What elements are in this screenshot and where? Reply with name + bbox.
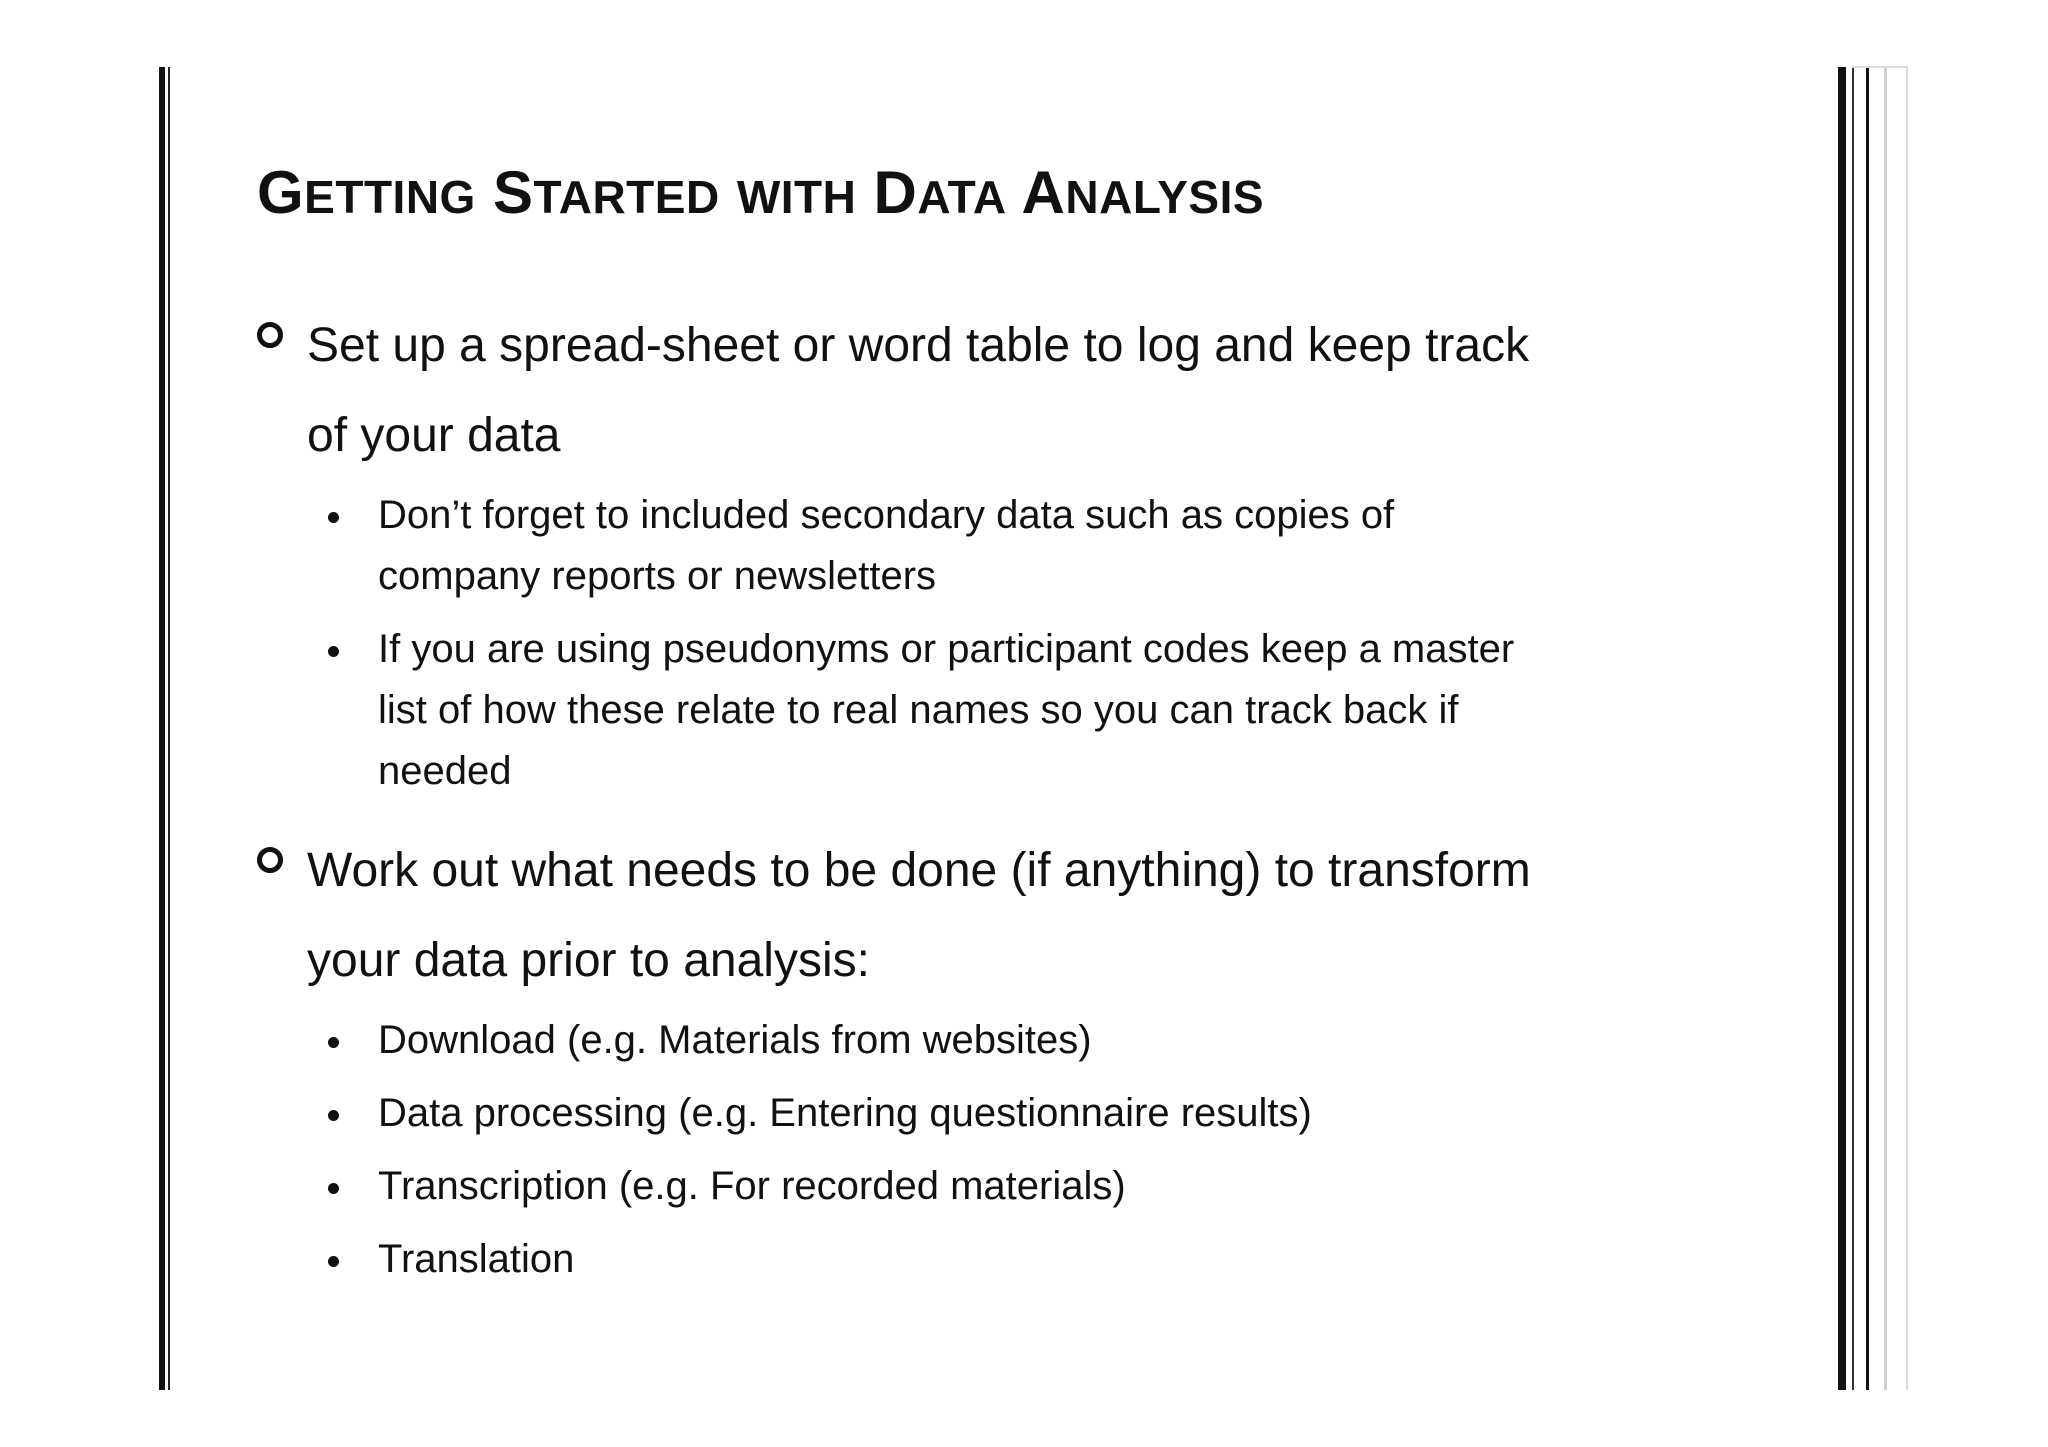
bullet-text: Work out what needs to be done (if anything) to transform your data prior to analysis: bbox=[307, 844, 1531, 987]
right-border-line-2 bbox=[1866, 67, 1869, 1390]
sub-bullet-text: Data processing (e.g. Entering questionnaire results) bbox=[378, 1091, 1312, 1135]
bullet-dot-icon bbox=[328, 1110, 339, 1121]
sub-bullet-text: If you are using pseudonyms or participant codes keep a master list of how these relate to real names so you can track back if needed bbox=[378, 627, 1515, 793]
slide-title: GETTING STARTED WITH DATA ANALYSIS bbox=[257, 159, 1265, 226]
hollow-circle-bullet-icon bbox=[257, 847, 283, 873]
bullet-dot-icon bbox=[328, 512, 339, 523]
left-border-thin bbox=[168, 67, 170, 1390]
sub-bullet-text: Don’t forget to included secondary data such as copies of company reports or newsletters bbox=[378, 493, 1395, 598]
bullet-dot-icon bbox=[328, 646, 339, 657]
sub-bullet-text: Translation bbox=[378, 1237, 575, 1281]
right-border-line-3 bbox=[1884, 67, 1887, 1390]
right-border-line-1 bbox=[1852, 67, 1854, 1390]
sub-bullet-text: Download (e.g. Materials from websites) bbox=[378, 1018, 1092, 1062]
bullet-dot-icon bbox=[328, 1183, 339, 1194]
sub-bullet-text: Transcription (e.g. For recorded materials) bbox=[378, 1164, 1126, 1208]
right-border-top-cap bbox=[1852, 66, 1908, 68]
bullet-dot-icon bbox=[328, 1037, 339, 1048]
left-border-thick bbox=[159, 67, 165, 1390]
bullet-text: Set up a spread-sheet or word table to log and keep track of your data bbox=[307, 319, 1530, 462]
hollow-circle-bullet-icon bbox=[257, 322, 283, 348]
right-border-thick bbox=[1838, 67, 1846, 1390]
right-border-line-4 bbox=[1906, 67, 1908, 1390]
bullet-dot-icon bbox=[328, 1256, 339, 1267]
